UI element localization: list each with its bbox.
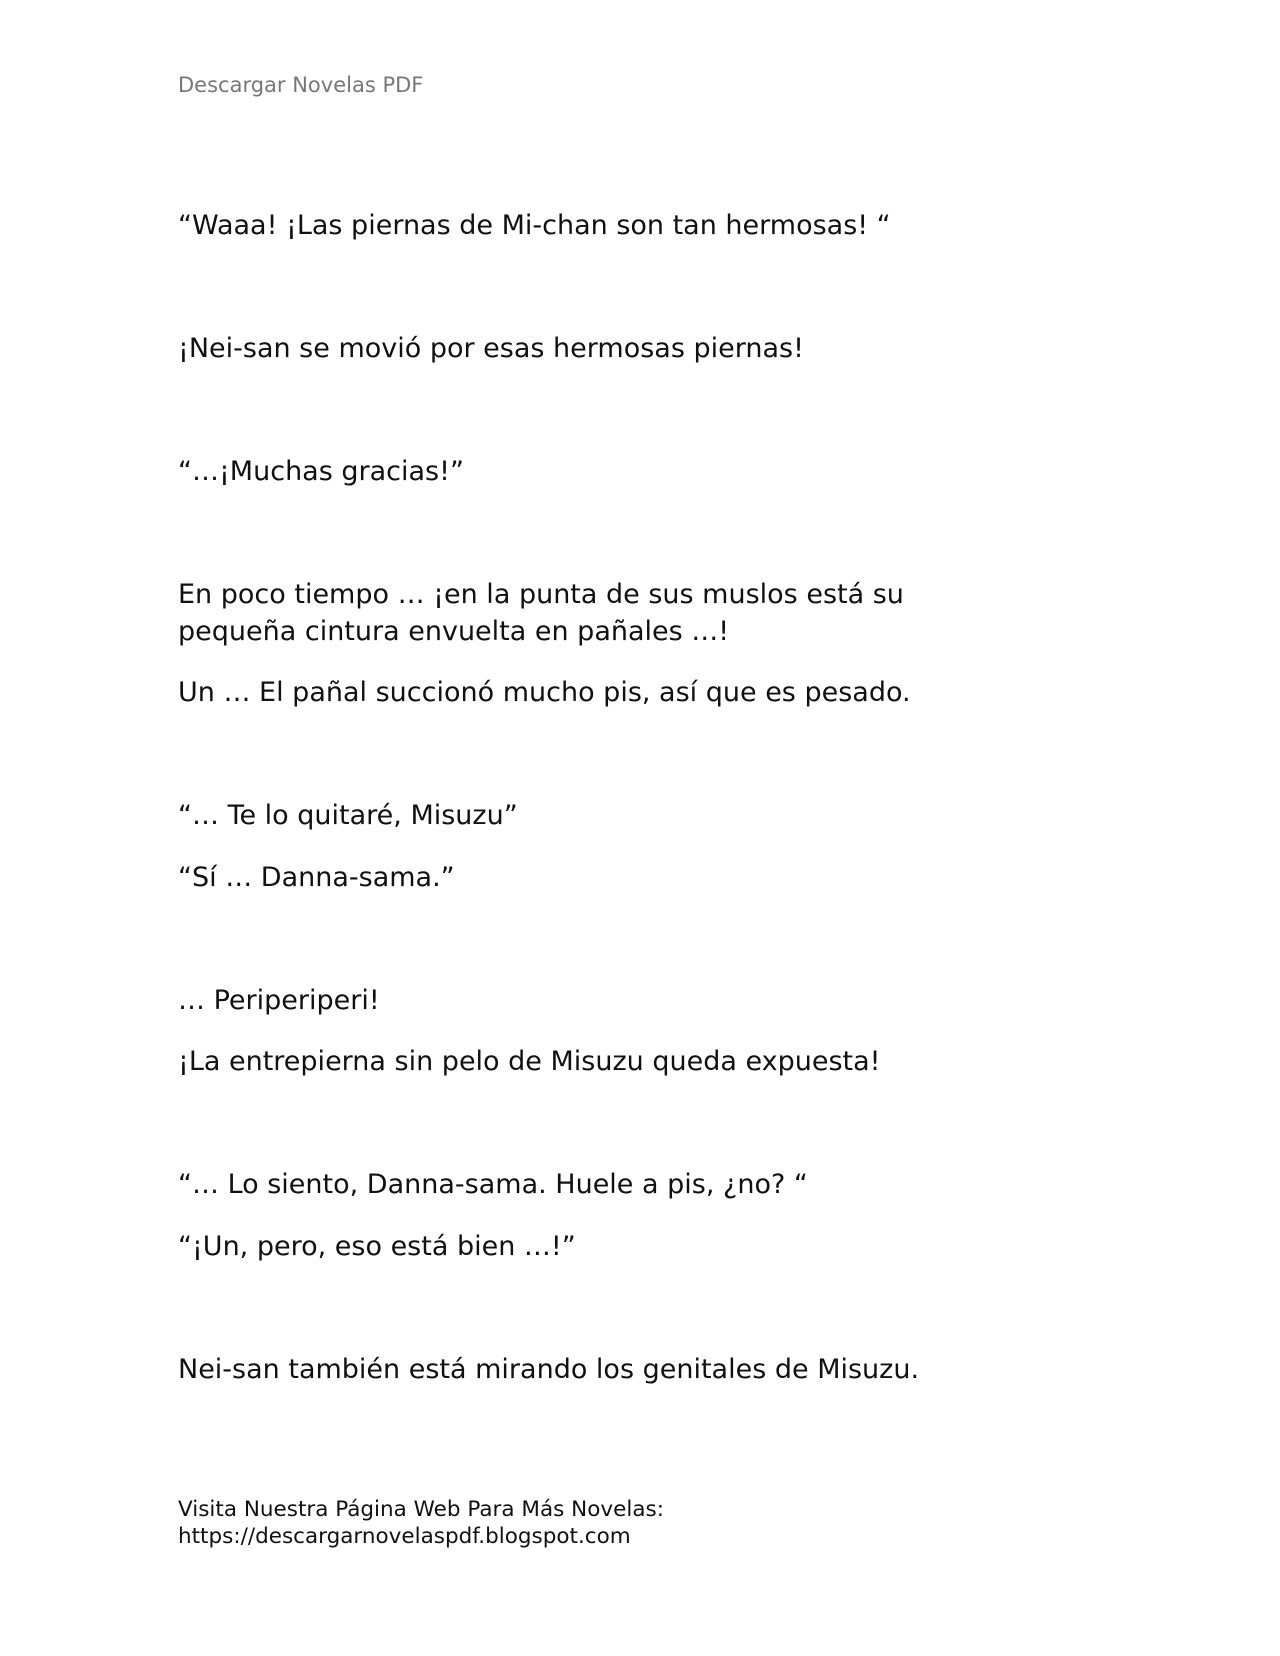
paragraph: ¡Nei-san se movió por esas hermosas piernas! [178, 333, 804, 364]
paragraph: … Periperiperi! [178, 985, 380, 1016]
paragraph: “…¡Muchas gracias!” [178, 456, 464, 487]
paragraph: “… Lo siento, Danna-sama. Huele a pis, ¿no? “ [178, 1169, 808, 1200]
paragraph: “Waaa! ¡Las piernas de Mi-chan son tan hermosas! “ [178, 210, 891, 241]
paragraph: “¡Un, pero, eso está bien …!” [178, 1231, 576, 1262]
paragraph: Un … El pañal succionó mucho pis, así que es pesado. [178, 677, 911, 708]
paragraph: En poco tiempo … ¡en la punta de sus muslos está su [178, 579, 904, 610]
paragraph: Nei-san también está mirando los genitales de Misuzu. [178, 1354, 920, 1385]
footer-url-link[interactable]: https://descargarnovelaspdf.blogspot.com [178, 1524, 631, 1549]
footer-text: Visita Nuestra Página Web Para Más Novelas: [178, 1497, 664, 1522]
paragraph: pequeña cintura envuelta en pañales …! [178, 616, 730, 647]
paragraph: “… Te lo quitaré, Misuzu” [178, 800, 518, 831]
paragraph: “Sí … Danna-sama.” [178, 862, 455, 893]
page-footer [178, 1496, 664, 1550]
paragraph: ¡La entrepierna sin pelo de Misuzu queda expuesta! [178, 1046, 881, 1077]
page-header: Descargar Novelas PDF [178, 73, 424, 97]
